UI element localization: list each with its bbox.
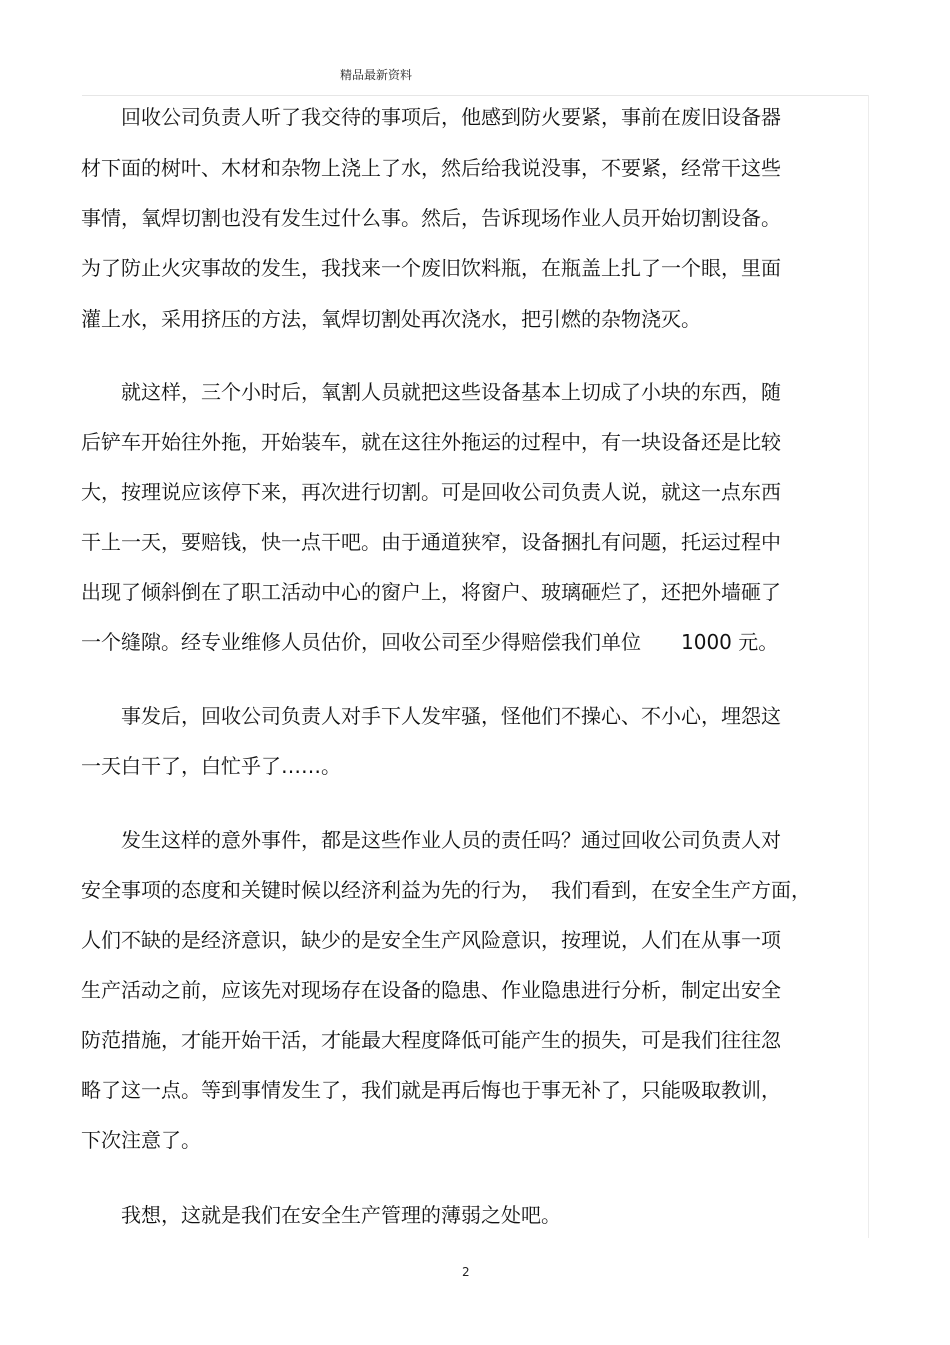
text-line: 回收公司负责人听了我交待的事项后，他感到防火要紧，事前在废旧设备器 [121,105,781,129]
text-line: 发生这样的意外事件，都是这些作业人员的责任吗？通过回收公司负责人对 [121,828,781,852]
text-line: 下次注意了。 [81,1128,201,1152]
text-line: 就这样，三个小时后，氧割人员就把这些设备基本上切成了小块的东西，随 [121,380,781,404]
text-line: 事情，氧焊切割也没有发生过什么事。然后，告诉现场作业人员开始切割设备。 [81,206,781,230]
page-number: 2 [462,1265,470,1279]
text-line: 安全事项的态度和关键时候以经济利益为先的行为， 我们看到，在安全生产方面， [81,878,811,902]
text-line: 生产活动之前，应该先对现场存在设备的隐患、作业隐患进行分析，制定出安全 [81,978,781,1002]
text-line: 灌上水，采用挤压的方法，氧焊切割处再次浇水，把引燃的杂物浇灭。 [81,307,701,331]
header-label: 精品最新资料 [340,68,413,82]
text-line: 为了防止火灾事故的发生，我找来一个废旧饮料瓶，在瓶盖上扎了一个眼，里面 [81,256,781,280]
text-line: 后铲车开始往外拖，开始装车，就在这往外拖运的过程中，有一块设备还是比较 [81,430,781,454]
text-line: 出现了倾斜倒在了职工活动中心的窗户上，将窗户、玻璃砸烂了，还把外墙砸了 [81,580,781,604]
text-line: 干上一天，要赔钱，快一点干吧。由于通道狭窄，设备捆扎有问题，托运过程中 [81,530,781,554]
right-margin-rule [868,95,869,1238]
text-line: 略了这一点。等到事情发生了，我们就是再后悔也于事无补了，只能吸取教训， [81,1078,781,1102]
text-line: 事发后，回收公司负责人对手下人发牢骚，怪他们不操心、不小心，埋怨这 [121,704,781,728]
text-line: 材下面的树叶、木材和杂物上浇上了水，然后给我说没事，不要紧，经常干这些 [81,156,781,180]
header-rule [82,95,868,96]
text-line: 我想，这就是我们在安全生产管理的薄弱之处吧。 [121,1203,561,1227]
text-line: 一个缝隙。经专业维修人员估价，回收公司至少得赔偿我们单位 1000 元。 [81,630,779,654]
text-line: 人们不缺的是经济意识，缺少的是安全生产风险意识，按理说，人们在从事一项 [81,928,781,952]
text-line: 一天白干了，白忙乎了……。 [81,754,341,778]
text-line: 大，按理说应该停下来，再次进行切割。可是回收公司负责人说，就这一点东西 [81,480,781,504]
text-line: 防范措施，才能开始干活，才能最大程度降低可能产生的损失，可是我们往往忽 [81,1028,781,1052]
